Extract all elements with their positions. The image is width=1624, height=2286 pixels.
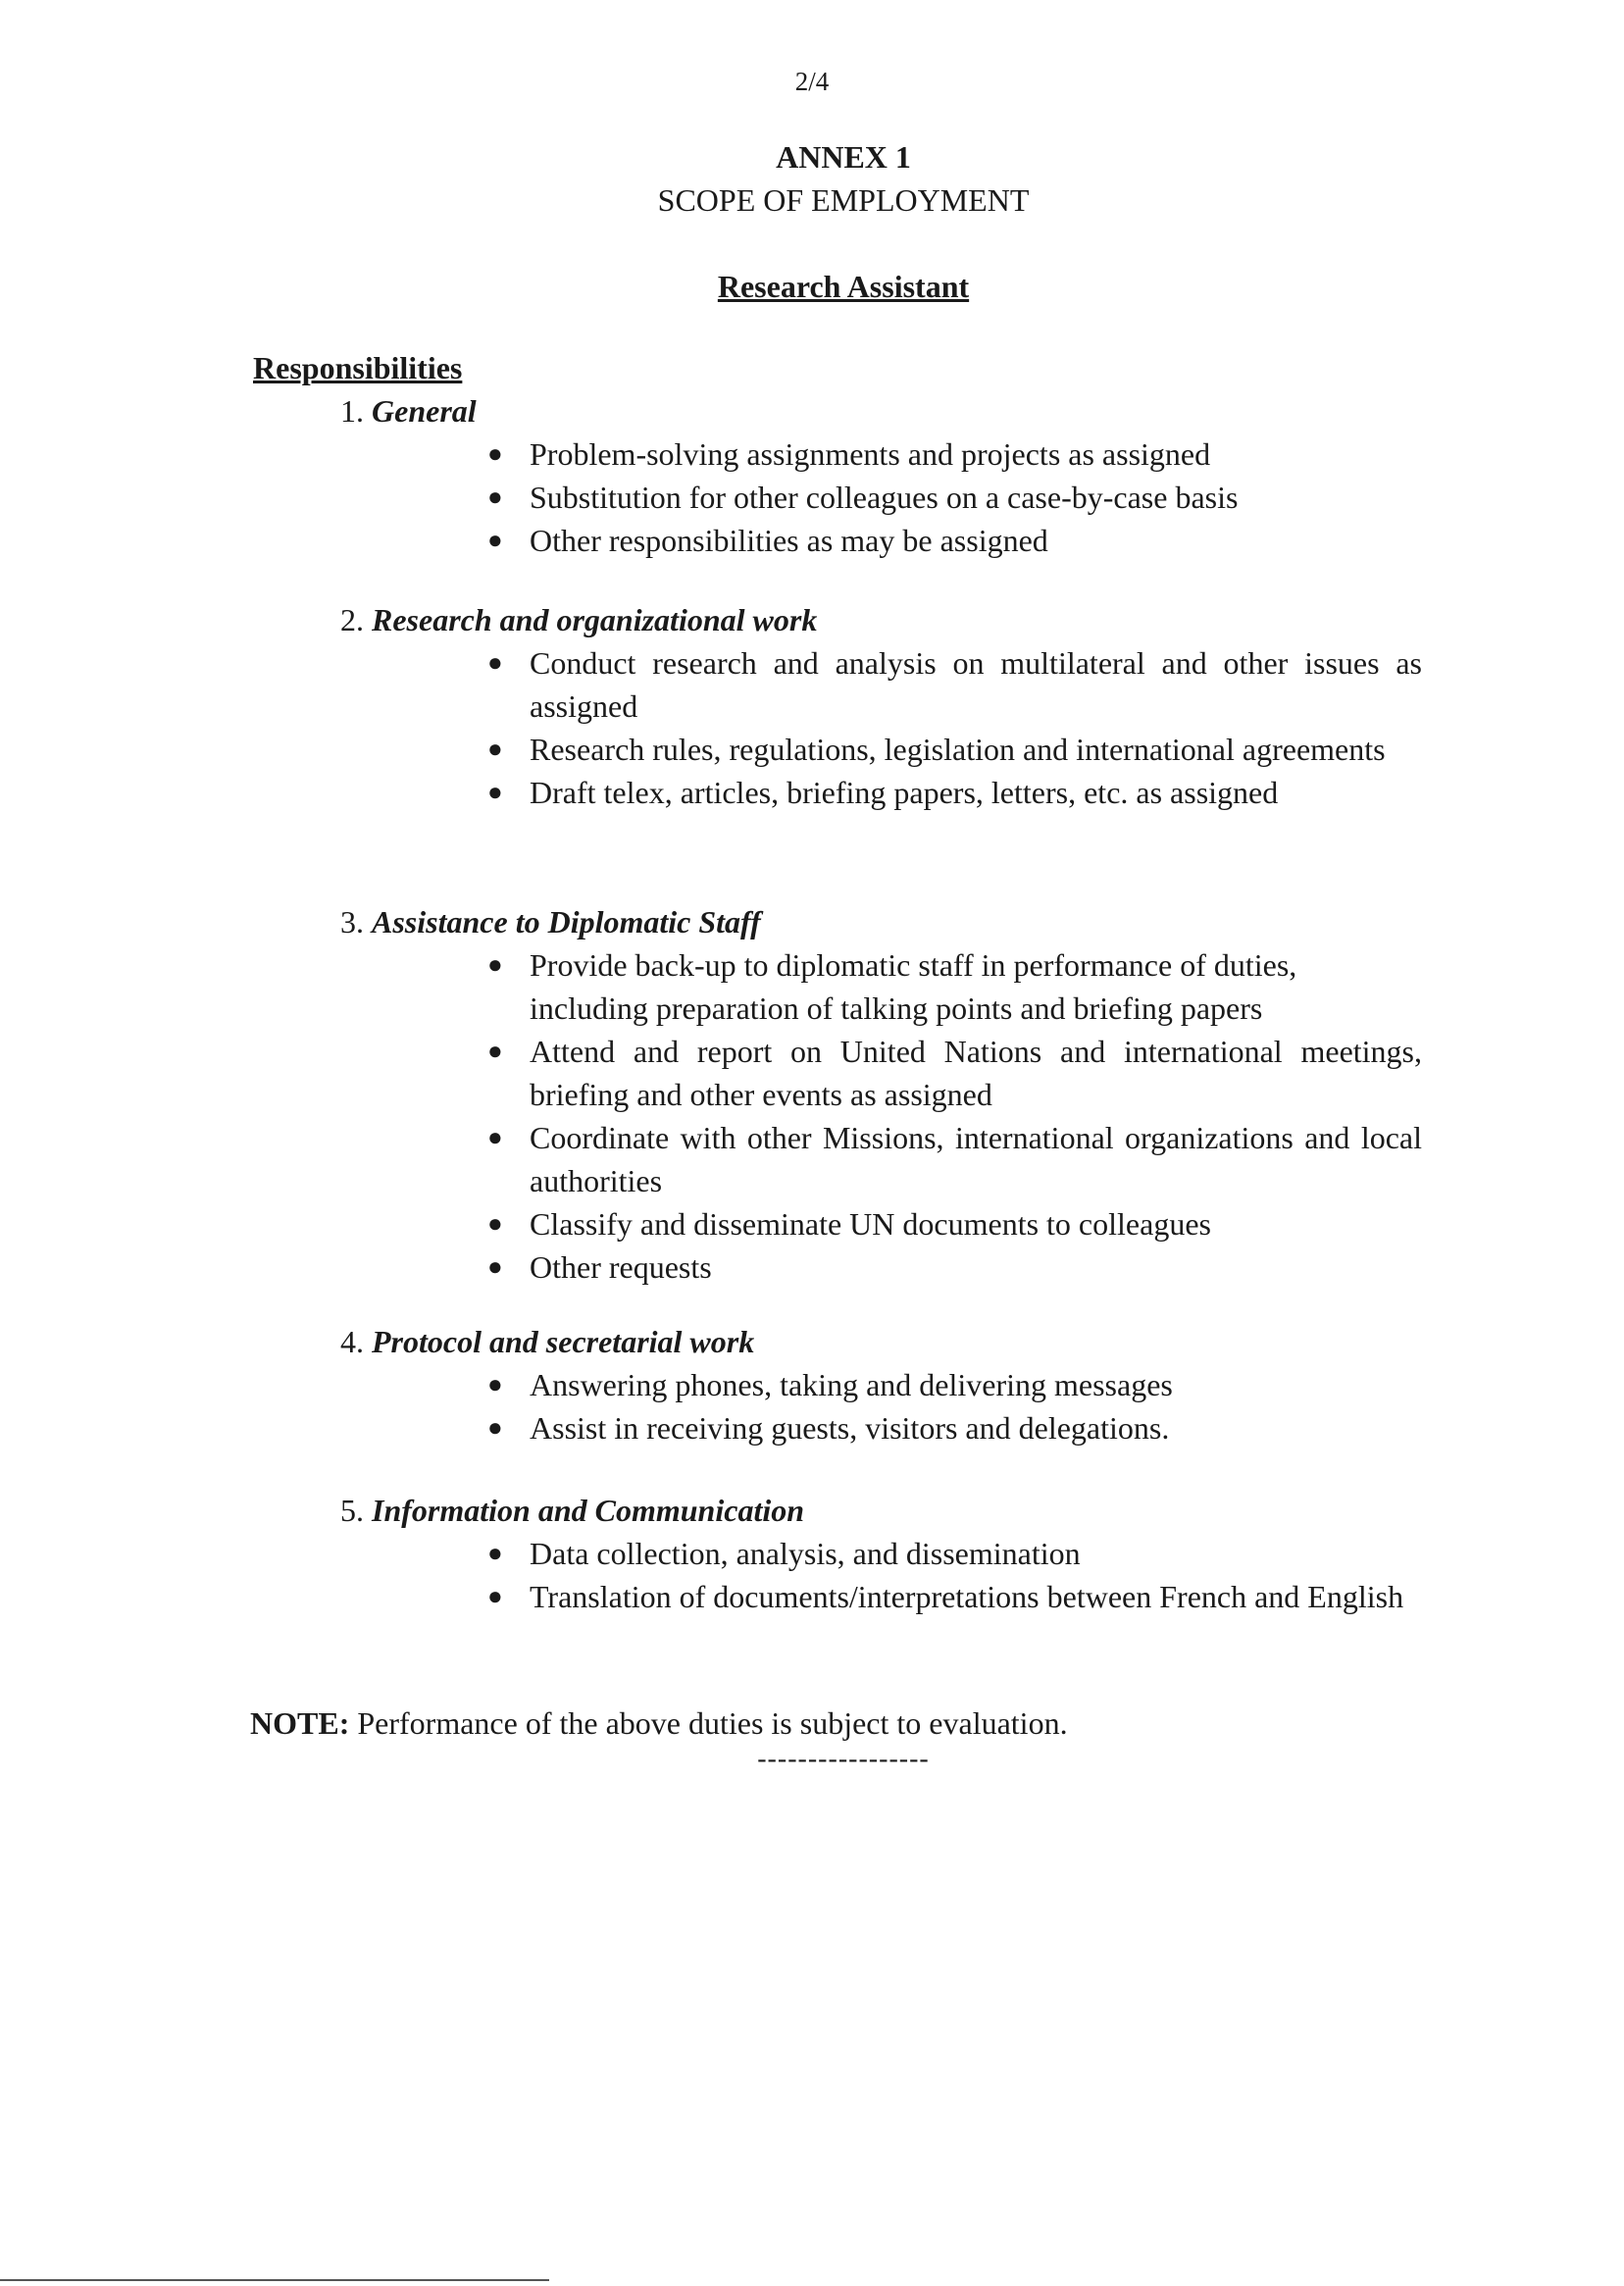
list-item: ● Assist in receiving guests, visitors and delegations. [340,1406,1422,1449]
annex-title: ANNEX 1 [776,139,911,175]
section-protocol [340,1320,1497,1449]
list-item: ● Problem-solving assignments and projects as assigned [340,432,1422,476]
bullet-icon: ● [487,648,503,677]
section-number: 2. [340,602,364,637]
section-heading [340,598,1497,641]
section-heading [340,1320,1497,1363]
list-item: ● Classify and disseminate UN documents to colleagues [340,1202,1422,1245]
section-diplomatic [340,900,1497,1289]
bullet-icon: ● [487,1209,503,1238]
position-title: Research Assistant [717,269,970,304]
bullet-icon: ● [487,526,503,554]
bullet-icon: ● [487,1582,503,1610]
scan-edge-line [0,2279,549,2281]
section-title: General [372,393,477,429]
bullet-list [340,1363,1497,1449]
bullet-icon: ● [487,1370,503,1398]
bullet-icon: ● [487,483,503,511]
note [250,1702,1068,1745]
responsibilities-heading: Responsibilities [253,350,463,385]
list-item: ● Coordinate with other Missions, international organizations and local authorities [340,1116,1422,1202]
section-heading [340,1489,1497,1532]
page-number: 2/4 [794,67,830,96]
section-information [340,1489,1497,1618]
list-item: ● Answering phones, taking and delivering messages [340,1363,1422,1406]
end-marker: ----------------- [757,1744,930,1774]
section-general [340,389,1497,562]
section-number: 1. [340,393,364,429]
section-heading [340,900,1497,943]
section-title: Information and Communication [372,1493,805,1528]
list-item: ● Translation of documents/interpretations between French and English [340,1575,1481,1618]
section-heading [340,389,1497,432]
section-number: 5. [340,1493,364,1528]
bullet-list [340,641,1497,814]
bullet-icon: ● [487,1123,503,1151]
bullet-icon: ● [487,1413,503,1442]
bullet-icon: ● [487,950,503,979]
bullet-icon: ● [487,1539,503,1567]
list-item: ● Conduct research and analysis on multilateral and other issues as assigned [340,641,1422,728]
bullet-list [340,1532,1497,1618]
note-text: Performance of the above duties is subject to evaluation. [349,1705,1068,1741]
bullet-icon: ● [487,439,503,468]
list-item: ● Attend and report on United Nations and international meetings, briefing and other events as assigned [340,1030,1422,1116]
section-title: Protocol and secretarial work [372,1324,755,1359]
list-item: ● Research rules, regulations, legislation and international agreements [340,728,1422,771]
annex-subtitle: SCOPE OF EMPLOYMENT [657,182,1030,218]
section-title: Assistance to Diplomatic Staff [372,904,761,940]
list-item: ● Substitution for other colleagues on a case-by-case basis [340,476,1422,519]
note-label: NOTE: [250,1705,350,1741]
list-item: ● Draft telex, articles, briefing papers, letters, etc. as assigned [340,771,1422,814]
section-title: Research and organizational work [372,602,818,637]
section-research [340,598,1497,814]
bullet-icon: ● [487,1252,503,1281]
section-number: 3. [340,904,364,940]
bullet-icon: ● [487,1037,503,1065]
bullet-icon: ● [487,735,503,763]
bullet-list [340,432,1497,562]
section-number: 4. [340,1324,364,1359]
list-item: ● Data collection, analysis, and dissemination [340,1532,1422,1575]
bullet-icon: ● [487,778,503,806]
list-item: ● Other responsibilities as may be assigned [340,519,1422,562]
list-item: ● Other requests [340,1245,1422,1289]
bullet-list [340,943,1497,1289]
list-item: ● Provide back-up to diplomatic staff in performance of duties, including preparation of talking points and briefing papers [340,943,1422,1030]
